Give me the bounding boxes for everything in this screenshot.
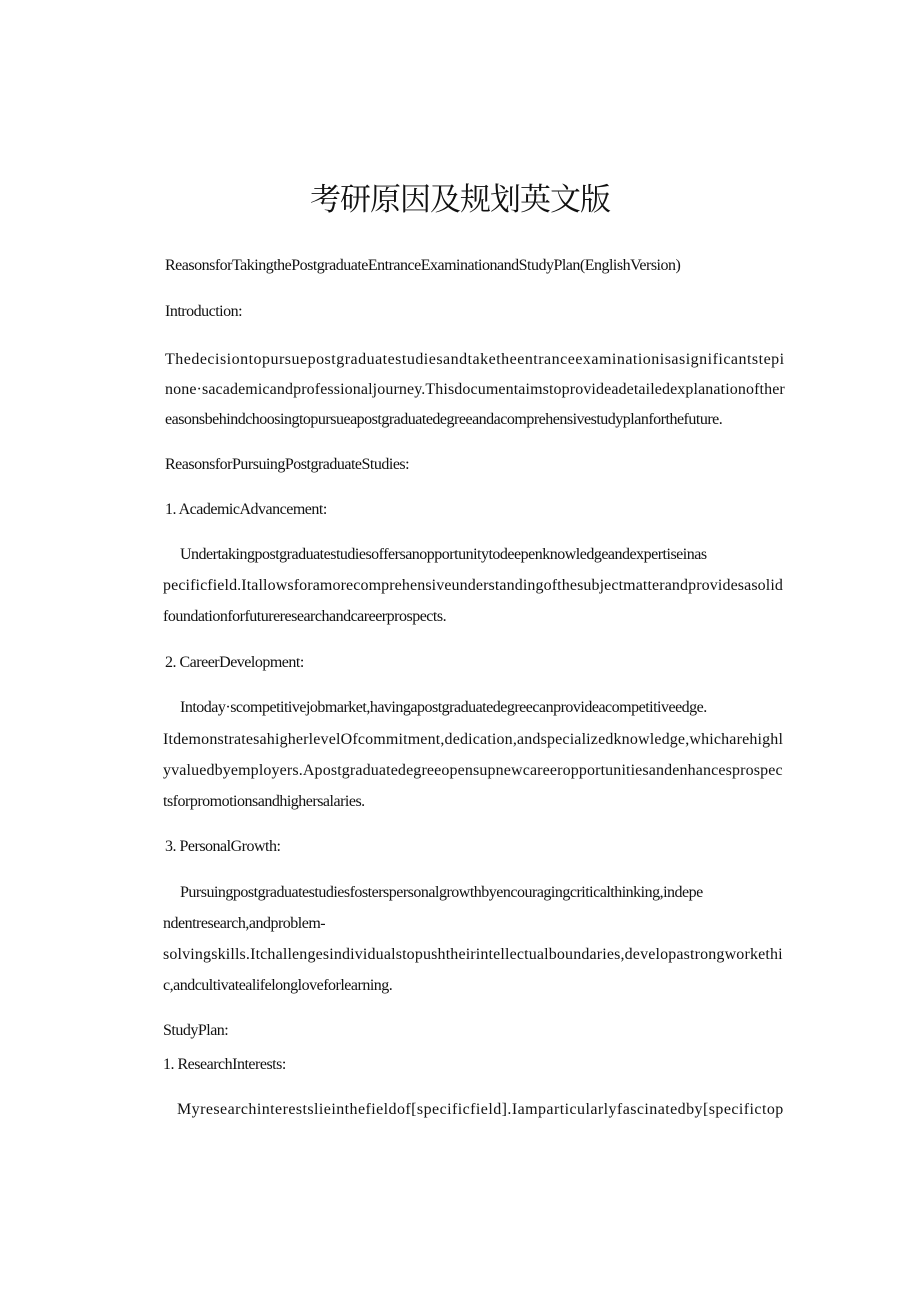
item3-line: solvingskills.Itchallengesindividualstopushtheirintellectualboundaries,developastrongworkethi xyxy=(163,946,783,963)
document-subtitle: ReasonsforTakingthePostgraduateEntranceExaminationandStudyPlan(EnglishVersion) xyxy=(165,257,681,274)
item2-heading: 2. CareerDevelopment: xyxy=(165,654,304,671)
page-title: 考研原因及规划英文版 xyxy=(310,182,610,218)
item3-line: c,andcultivatealifelongloveforlearning. xyxy=(163,977,393,994)
plan1-heading: 1. ResearchInterests: xyxy=(163,1056,286,1073)
study-plan-heading: StudyPlan: xyxy=(163,1022,229,1039)
intro-line: easonsbehindchoosingtopursueapostgraduatedegreeandacomprehensivestudyplanforthefuture. xyxy=(165,411,723,428)
intro-line: Thedecisiontopursuepostgraduatestudiesandtaketheentranceexaminationisasignificantstepi xyxy=(165,351,785,368)
item2-line: yvaluedbyemployers.Apostgraduatedegreeopensupnewcareeropportunitiesandenhancesprospec xyxy=(163,762,783,779)
intro-heading: Introduction: xyxy=(165,303,243,320)
plan1-line: Myresearchinterestslieinthefieldof[specificfield].Iamparticularlyfascinatedby[specifictop xyxy=(177,1101,784,1118)
item3-line: Pursuingpostgraduatestudiesfosterspersonalgrowthbyencouragingcriticalthinking,indepe xyxy=(180,884,703,901)
intro-line: none·sacademicandprofessionaljourney.Thisdocumentaimstoprovideadetailedexplanationofther xyxy=(165,381,785,398)
item3-heading: 3. PersonalGrowth: xyxy=(165,838,281,855)
item2-line: Intoday·scompetitivejobmarket,havingapostgraduatedegreecanprovideacompetitiveedge. xyxy=(180,699,707,716)
item2-line: tsforpromotionsandhighersalaries. xyxy=(163,793,365,810)
item1-line: foundationforfutureresearchandcareerprospects. xyxy=(163,608,447,625)
item2-line: ItdemonstratesahigherlevelOfcommitment,dedication,andspecializedknowledge,whicharehighl xyxy=(163,731,783,748)
item3-line: ndentresearch,andproblem- xyxy=(163,915,326,932)
item1-line: Undertakingpostgraduatestudiesoffersanopportunitytodeepenknowledgeandexpertiseinas xyxy=(180,546,707,563)
reasons-heading: ReasonsforPursuingPostgraduateStudies: xyxy=(165,456,410,473)
item1-heading: 1. AcademicAdvancement: xyxy=(165,501,327,518)
item1-line: pecificfield.Itallowsforamorecomprehensiveunderstandingofthesubjectmatterandprovidesasolid xyxy=(163,577,783,594)
